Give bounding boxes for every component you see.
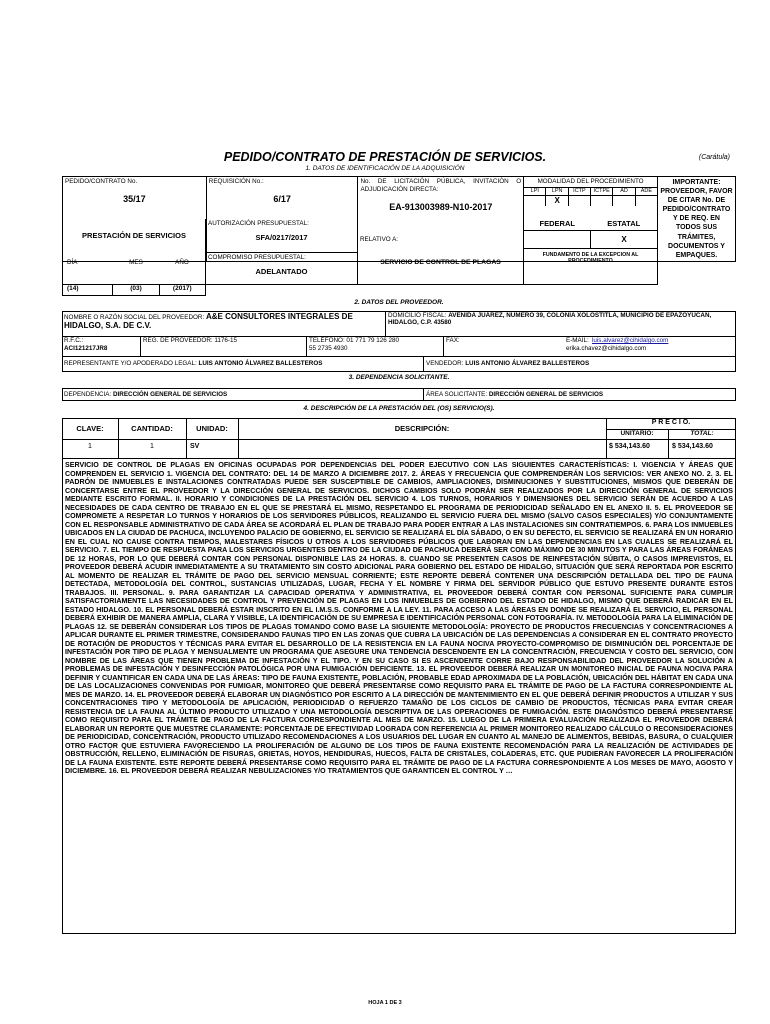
fundamento-label: FUNDAMENTO DE LA EXCEPCION AL PROCEDIMIENTO (542, 252, 639, 264)
header-cantidad: CANTIDAD: (131, 424, 173, 433)
modalidad-ictpe: ICTPE (591, 188, 613, 195)
estatal-mark: X (621, 235, 627, 244)
caratula-label: (Carátula) (698, 154, 730, 161)
header-unitario: UNITARIO: (620, 430, 654, 437)
autorizacion-label: AUTORIZACIÓN PRESUPUESTAL: (208, 220, 309, 227)
rfc-value: ACI121217JR8 (64, 345, 108, 352)
section-1-title: 1. DATOS DE IDENTIFICACIÓN DE LA ADQUISICIÓN (305, 165, 465, 172)
requisicion-label: REQUISICIÓN No.: (208, 178, 264, 185)
dia-value: (14) (63, 285, 113, 295)
fundamento-box (524, 249, 658, 285)
reg-proveedor: REG. DE PROVEEDOR: 1176-15 (143, 337, 238, 344)
relativo-value: SERVICIO DE CONTROL DE PLAGAS (380, 259, 501, 266)
dependencia-cell (64, 391, 227, 398)
representante-value: LUIS ANTONIO ÁLVAREZ BALLESTEROS (198, 360, 323, 367)
prestacion-label: PRESTACIÓN DE SERVICIOS (82, 231, 186, 240)
page-title: PEDIDO/CONTRATO DE PRESTACIÓN DE SERVICIOS. (223, 150, 547, 164)
section-4-title: 4. DESCRIPCIÓN DE LA PRESTACIÓN DEL (OS) SERVICIO(S). (303, 405, 495, 412)
modalidad-mark: X (546, 196, 568, 206)
header-unidad: UNIDAD: (196, 424, 228, 433)
relativo-label: RELATIVO A: (360, 236, 399, 243)
prestacion-box (62, 219, 206, 285)
area-value: DIRECCIÓN GENERAL DE SERVICIOS (488, 391, 604, 398)
email-link-1[interactable]: luis.alvarez@cihidalgo.com (592, 337, 669, 344)
modalidad-ad: AD (613, 188, 635, 195)
modalidad-lpn: LPN (546, 188, 568, 195)
domicilio-value: AVENIDA JUÁREZ, NUMERO 39, COLONIA XOLOSTITLA, MUNICIPIO DE EPAZOYUCAN, HIDALGO, C.P. 43580 (388, 312, 712, 326)
email-label: E-MAIL: (566, 337, 589, 344)
mes-value: (03) (113, 285, 159, 295)
federal-estatal-row (524, 219, 658, 231)
row-cantidad: 1 (150, 443, 154, 450)
autorizacion-box (206, 219, 358, 253)
row-unitario: $ 534,143.60 (609, 443, 650, 450)
row-total: $ 534,143.60 (672, 443, 713, 450)
domicilio-cell (388, 312, 733, 326)
dependencia-value: DIRECCIÓN GENERAL DE SERVICIOS (113, 391, 228, 398)
domicilio-label: DOMICILIO FISCAL: (388, 312, 447, 319)
representante-label: REPRESENTANTE Y/O APODERADO LEGAL: (64, 360, 197, 367)
section-3-title: 3. DEPENDENCIA SOLICITANTE. (348, 374, 450, 381)
estatal-label: ESTATAL (607, 219, 641, 228)
header-precio: P R E C I O. (651, 419, 691, 426)
nombre-cell (64, 312, 354, 330)
pedido-label: PEDIDO/CONTRATO No. (65, 178, 138, 185)
compromiso-label: COMPROMISO PRESUPUESTAL: (208, 254, 306, 261)
vendedor-value: LUIS ANTONIO ÁLVAREZ BALLESTEROS (465, 360, 590, 367)
header-clave: CLAVE: (76, 424, 104, 433)
section-2-title: 2. DATOS DEL PROVEEDOR. (354, 299, 444, 306)
compromiso-value: ADELANTADO (255, 267, 308, 276)
modalidad-cols (524, 188, 657, 196)
rfc-label: R.F.C.: (64, 337, 84, 344)
header-descripcion: DESCRIPCIÓN: (394, 424, 450, 433)
modalidad-label: MODALIDAD DEL PROCEDIMIENTO (524, 177, 657, 188)
dependencia-label: DEPENDENCIA: (64, 391, 112, 398)
pedido-value: 35/17 (123, 193, 146, 204)
modalidad-ade: ADE (640, 187, 653, 194)
modalidad-marks (524, 196, 657, 206)
dia-label: DÍA (67, 259, 78, 266)
licitacion-label: No. DE LICITACIÓN PÚBLICA, INVITACIÓN O ADJUDICACIÓN DIRECTA: (360, 178, 522, 193)
descripcion-texto: SERVICIO DE CONTROL DE PLAGAS EN OFICINAS OCUPADAS POR DEPENDENCIAS DEL PODER EJECUTIVO CON LAS SIGUIENTES CARACTERÍSTICAS: I. VIGENCIA Y ÁREAS QUE COMPRENDEN EL SERVICIO 1. VIGENCIA DEL CONTRATO: DEL 14 DE MARZO A DICIEMBRE 2017. 2. ÁREAS Y FRECUENCIA QUE COMPRENDERÁN LOS SERVICIOS: VER ANEXO NO. 2. 3. EL PADRÓN DE INMUEBLES E INSTALACIONES CONTRATADAS PUEDE SER SUSCEPTIBLE DE CAMBIOS, AMPLIACIONES, DISMINUCIONES Y SUBSTITUCIONES, MISMOS QUE DEBERÁN DE CONCERTARSE ENTRE EL PROVEEDOR Y LA DIRECCIÓN GENERAL DE SERVICIOS. DICHOS CAMBIOS SOLO PODRÁN SER REALIZADOS POR LA DIRECCIÓN GENERAL DE SERVICIOS MEDIANTE ESCRITO FORMAL. II. HORARIO Y CONDICIONES DE LA PRESTACIÓN DEL SERVICIO 4. LOS TURNOS, HORARIOS Y DIMENSIONES DEL SERVICIO SERÁN DE ACUERDO A LAS NECESIDADES DE CADA CENTRO DE TRABAJO EN EL QUE SE PRESTARÁ EL MISMO, RESPETANDO EL PROGRAMA DE PERIODICIDAD SEÑALADO EN EL ANEXO II. 5. EL PROVEEDOR SE COMPROMETE A RESPETAR LO TURNOS Y HORARIOS DE LOS SERVIDORES PÚBLICOS, REALIZANDO EL SERVICIO FUERA DEL MISMO (SALVO CASOS ESPECIALES) Y/O CONJUNTAMENTE CON EL RESPONSABLE ADMINISTRATIVO DE CADA ÁREA SE ACORDARÁ EL PLAN DE TRABAJO PARA PODER ENTRAR A LAS INSTALACIONES SIN CONTRATIEMPOS. 6. PARA LOS INMUEBLES UBICADOS EN LA CIUDAD DE PACHUCA, INCLUYENDO PALACIO DE GOBIERNO, EL SERVICIO SE REALIZARÁ EL DÍA SÁBADO, O EN SU DEFECTO, EL SERVICIO SE REALIZARÁ EN UN HORARIO EN EL CUAL NO CAUSE CONTRA TIEMPOS, MALESTARES FÍSICOS U OTROS A LOS SERVIDORES PÚBLICOS QUE LABORAN EN LAS DEPENDENCIAS EN LAS CUALES SE REALIZARÁ EL SERVICIO. 7. EL TIEMPO DE RESPUESTA PARA LOS SERVICIOS URGENTES DENTRO DE LA CIUDAD DE PACHUCA DEBERÁ SER COMO MÁXIMO DE 30 MINUTOS Y PARA LAS ÁREAS FORÁNEAS DE 12 HORAS, POR LO QUE DEBERÁ CONTAR CON PERSONAL DISPONIBLE LAS 24 HORAS. 8. CUANDO SE PRESENTEN CASOS DE REINFESTACIÓN SÚBITA, O CASOS IMPREVISTOS, EL PROVEEDOR DEBERÁ ACUDIR INMEDIATAMENTE A SU TRATAMIENTO SIN COSTO ADICIONAL PARA GOBIERNO DEL ESTADO DE HIDALGO, SITUACIÓN QUE SERÁ REPORTADA POR ESCRITO AL MOMENTO DE REALIZAR EL TRÁMITE DE PAGO DEL SERVICIO MENSUAL CORRIENTE; ESTE REPORTE DEBERÁ CONTENER UNA DESCRIPCIÓN DETALLADA DEL TIPO DE FAUNA DETECTADA, METODOLOGÍA DEL CONTROL, SUSTANCIAS UTILIZADAS, LUGAR, FECHA Y EL NOMBRE Y FIRMA DEL SERVIDOR PÚBLICO QUE ESTUVO PRESENTE DURANTE ESTOS TRABAJOS. III. PERSONAL. 9. PARA GARANTIZAR LA CAPACIDAD OPERATIVA Y ADMINISTRATIVA, EL PROVEEDOR DEBERÁ CONTAR CON PERSONAL SUFICIENTE PARA CUMPLIR SATISFACTORIAMENTE LAS NECESIDADES DE CONTROL Y PREVENCIÓN DE PLAGAS EN LOS INMUEBLES DE GOBIERNO DEL ESTADO DE HIDALGO, MISMO QUE DEBERÁ RADICAR EN EL ESTADO HIDALGO. 10. EL PERSONAL DEBERÁ ESTAR INSCRITO EN EL I.M.S.S. CONFORME A LA LEY. 11. PARA ACCESO A LAS ÁREAS EN DONDE SE REALIZARÁ EL SERVICIO, EL PERSONAL DEBERÁ EXHIBIR DE MANERA AMPLIA, CLARA Y VISIBLE, LA IDENTIFICACIÓN DE SU EMPRESA E IDENTIFICACIÓN PERSONAL CON FOTOGRAFÍA. IV. METODOLOGÍA PARA LA ELIMINACIÓN DE PLAGAS 12. SE DEBERÁN CONSIDERAR LOS TIPOS DE PLAGAS TOMANDO COMO BASE LA SIGUIENTE METODOLOGÍA: PROYECTO DE PRODUCTOS FRECUENCIAS Y CONCENTRACIONES A APLICAR DURANTE EL PRIMER TRIMESTRE, CONSIDERANDO FAUNAS TIPO EN LAS ZONAS QUE CUBRA LA UBICACIÓN DE LAS DEPENDENCIAS A CONSIDERAR EN EL CONTRATO PROYECTO DE ROTACIÓN DE PRODUCTOS Y TÉCNICAS PARA EVITAR EL DESARROLLO DE LA RESISTENCIA EN LA FAUNA NOCIVA PROYECTO-COMPROMISO DE DISMINUCIÓN DEL PORCENTAJE DE INFESTACIÓN POR TIPO DE PLAGA Y MENSUALMENTE UN PROGRAMA QUE ASEGURE UNA TENDENCIA DESCENDENTE EN LA CONCENTRACIÓN, FRECUENCIA Y COSTO DEL SERVICIO, CON NOMBRE DE LAS ÁREAS QUE TIENEN PROBLEMA DE INFESTACIÓN Y EL TIPO. Y EN SU CASO SI ES ASCENDENTE CORRE BAJO RESPONSABILIDAD DEL PROVEEDOR LA SOLUCIÓN A PROBLEMAS DE INFESTACIÓN Y DESINFECCIÓN PATOLÓGICA POR UNA FUMIGACIÓN DEFICIENTE. 13. EL PROVEEDOR DEBERÁ REALIZAR UN MONITOREO INICIAL DE FAUNA NOCIVA PARA DEFINIR Y CUANTIFICAR EN CADA UNA DE LAS ÁREAS: TIPO DE FAUNA EXISTENTE, POBLACIÓN, PROBABLE EDAD APROXIMADA DE LA POBLACIÓN, UBICACIÓN DEL HÁBITAT EN CADA UNA DE LAS LOCALIZACIONES CONVENIDAS POR FUMIGAR, MONITOREO QUE DEBERÁ PRESENTARSE COMO REQUISITO PARA EL TRÁMITE DE PAGO DE LA FACTURA CORRESPONDIENTE AL MES DE MARZO. 14. EL PROVEEDOR DEBERÁ ELABORAR UN DIAGNÓSTICO POR ESCRITO A LA DIRECCIÓN DE MANTENIMIENTO EN EL QUE DEBERÁ DEFINIR PRODUCTOS A UTILIZAR Y SUS CONCENTRACIONES TIPO Y METODOLOGÍA DE APLICACIÓN, PERIODICIDAD O REFUERZO TAMAÑO DE LOS CICLOS DE CAMBIO DE PRODUCTOS, TÉCNICAS PARA EVITAR CREAR RESISTENCIA DE LA FAUNA AL ÚLTIMO PRODUCTO UTILIZADO Y UNA METODOLOGÍA DESCRIPTIVA DE LAS OPERACIONES DE FUMIGACIÓN. ESTE DIAGNÓSTICO DEBERÁ PRESENTARSE COMO REQUISITO PARA EL TRÁMITE DE PAGO DE LA FACTURA CORRESPONDIENTE AL MES DE MARZO. 15. LUEGO DE LA PRIMERA EVALUACIÓN REALIZADA EL PROVEEDOR DEBERÁ ELABORAR UN REPORTE QUE MUESTRE CLARAMENTE: PORCENTAJE DE EFECTIVIDAD LOGRADA CON REFERENCIA AL PRIMER MONITOREO REALIZADO CÁLCULO O RECONSIDERACIONES DE PERIODICIDAD, CONCENTRACIÓN, PRODUCTO UTILIZADO RECOMENDACIONES A LOS USUARIOS DEL LUGAR EN CUANTO AL MANEJO DE ALIMENTOS, BEBIDAS, BASURA, O CUALQUIER OTRO FACTOR QUE ESTUVIERA FAVORECIENDO LA PROLIFERACIÓN DE ALGUNO DE LOS TIPOS DE FAUNA EXISTENTE RECOMENDACIÓN PARA LA REALIZACIÓN DE ACTIVIDADES DE OBSTRUCCIÓN, RELLENO, ELIMINACIÓN DE FISURAS, GRIETAS, HOYOS, HENDIDURAS, HUECOS, FALTA DE CRISTALES, COLADERAS, ETC. QUE PUDIERAN FAVORECER LA PROLIFERACIÓN DE LA FAUNA EXISTENTE. ESTE REPORTE DEBERÁ PRESENTARSE COMO REQUISITO PARA EL TRÁMITE DE PAGO DE LA FACTURA CORRESPONDIENTE A LOS MESES DE MAYO, AGOSTO Y DICIEMBRE. 16. EL PROVEEDOR DEBERÁ REALIZAR NEBULIZACIONES Y/O TRATAMIENTOS QUE GARANTICEN EL CONTROL Y … (62, 459, 736, 934)
mes-label: MES (129, 259, 143, 266)
nombre-value: A&E CONSULTORES INTEGRALES DE HIDALGO, S.A. DE C.V. (64, 312, 353, 330)
relativo-box (358, 230, 524, 285)
page-footer: HOJA 1 DE 3 (368, 1000, 402, 1006)
modalidad-ictp: ICTP (569, 188, 591, 195)
row-unidad: SV (190, 443, 200, 450)
compromiso-box (206, 253, 358, 285)
nombre-label: NOMBRE O RAZÓN SOCIAL DEL PROVEEDOR: (64, 314, 205, 321)
row-clave: 1 (88, 443, 92, 450)
email-link-2[interactable]: erika.chavez@cihidalgo.com (566, 345, 647, 352)
fecha-values (62, 285, 206, 296)
fax-label: FAX: (446, 337, 460, 344)
telefono-value2: 55 2735 4930 (309, 345, 348, 352)
federal-label: FEDERAL (539, 219, 575, 228)
modalidad-lpi: LPI (524, 188, 546, 195)
header-total: TOTAL: (690, 430, 714, 437)
federal-estatal-marks (524, 231, 658, 249)
importante-cell (657, 177, 735, 262)
area-label: ÁREA SOLICITANTE: (426, 391, 488, 398)
fecha-grid (63, 259, 205, 285)
anio-value: (2017) (172, 285, 192, 292)
area-cell (426, 391, 603, 398)
requisicion-value: 6/17 (273, 193, 291, 204)
vendedor-cell (426, 360, 589, 367)
telefono-label: TELÉFONO: 01 771 79 126 280 (309, 337, 399, 344)
importante-note: IMPORTANTE: PROVEEDOR, FAVOR DE CITAR No. DE PEDIDO/CONTRATO Y DE REQ. EN TODOS SUS TRÁMITES, DOCUMENTOS Y EMPAQUES. (660, 179, 733, 259)
representante-cell (64, 360, 322, 367)
anio-label: AÑO (175, 259, 189, 266)
licitacion-value: EA-913003989-N10-2017 (389, 201, 493, 212)
autorizacion-value: SFA/0217/2017 (255, 233, 308, 242)
vendedor-label: VENDEDOR: (426, 360, 464, 367)
